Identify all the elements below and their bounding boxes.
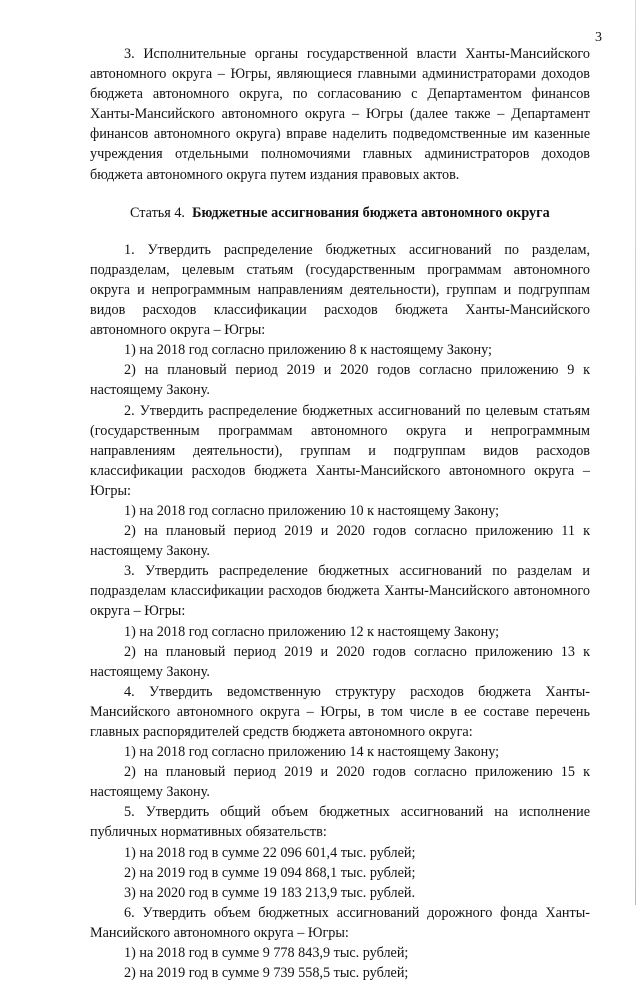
article-label: Статья 4. (130, 204, 185, 221)
list-item: 2) на 2019 год в сумме 9 739 558,5 тыс. рублей; (124, 965, 409, 982)
list-item: 3) на 2020 год в сумме 19 183 213,9 тыс. рублей. (124, 884, 416, 901)
paragraph: 2. Утвердить распределение бюджетных ассигнований по целевым статьям (государственным программам автономного округа и непрограммным направлениям деятельности), группам и подгруппам видов расходов классификации расходов бюджета Ханты-Мансийского автономного округа – Югры: (90, 402, 590, 499)
document-body (90, 44, 590, 983)
list-item: 1) на 2018 год согласно приложению 8 к настоящему Закону; (124, 342, 492, 359)
article-title: Бюджетные ассигнования бюджета автономного округа (192, 204, 550, 221)
page-number: 3 (595, 30, 602, 45)
list-item: 1) на 2018 год в сумме 9 778 843,9 тыс. рублей; (124, 945, 409, 962)
list-item: 1) на 2018 год согласно приложению 14 к настоящему Закону; (124, 744, 500, 761)
page-edge (635, 0, 636, 905)
list-item: 2) на плановый период 2019 и 2020 годов согласно приложению 11 к настоящему Закону. (90, 523, 590, 560)
article-heading (90, 203, 590, 223)
list-item: 2) на плановый период 2019 и 2020 годов согласно приложению 15 к настоящему Закону. (90, 764, 590, 801)
paragraph: 4. Утвердить ведомственную структуру расходов бюджета Ханты-Мансийского автономного округа – Югры, в том числе в ее составе перечень главных распорядителей средств бюджета автономного округа: (90, 683, 590, 740)
paragraph: 5. Утвердить общий объем бюджетных ассигнований на исполнение публичных нормативных обязательств: (90, 804, 590, 841)
paragraph: 3. Утвердить распределение бюджетных ассигнований по разделам и подразделам классификации расходов бюджета Ханты-Мансийского автономного округа – Югры: (90, 563, 590, 620)
list-item: 2) на плановый период 2019 и 2020 годов согласно приложению 9 к настоящему Закону. (90, 362, 590, 399)
list-item: 1) на 2018 год согласно приложению 10 к настоящему Закону; (124, 502, 500, 519)
paragraph: 6. Утвердить объем бюджетных ассигнований дорожного фонда Ханты-Мансийского автономного округа – Югры: (90, 904, 590, 941)
list-item: 2) на плановый период 2019 и 2020 годов согласно приложению 13 к настоящему Закону. (90, 643, 590, 680)
paragraph: 1. Утвердить распределение бюджетных ассигнований по разделам, подразделам, целевым статьям (государственным программам автономного округа и непрограммным направлениям деятельности), группам и подгруппам видов расходов классификации расходов бюджета Ханты-Мансийского автономного округа – Югры: (90, 241, 590, 339)
list-item: 1) на 2018 год согласно приложению 12 к настоящему Закону; (124, 623, 500, 640)
list-item: 2) на 2019 год в сумме 19 094 868,1 тыс. рублей; (124, 864, 416, 881)
paragraph: 3. Исполнительные органы государственной власти Ханты-Мансийского автономного округа – Югры, являющиеся главными администраторами доходов бюджета автономного округа, по согласованию с Департаментом финансов Ханты-Мансийского автономного округа – Югры (далее также – Департамент финансов автономного округа) вправе наделить подведомственные им казенные учреждения отдельными полномочиями главных администраторов доходов бюджета автономного округа путем издания правовых актов. (90, 46, 590, 183)
list-item: 1) на 2018 год в сумме 22 096 601,4 тыс. рублей; (124, 844, 416, 861)
